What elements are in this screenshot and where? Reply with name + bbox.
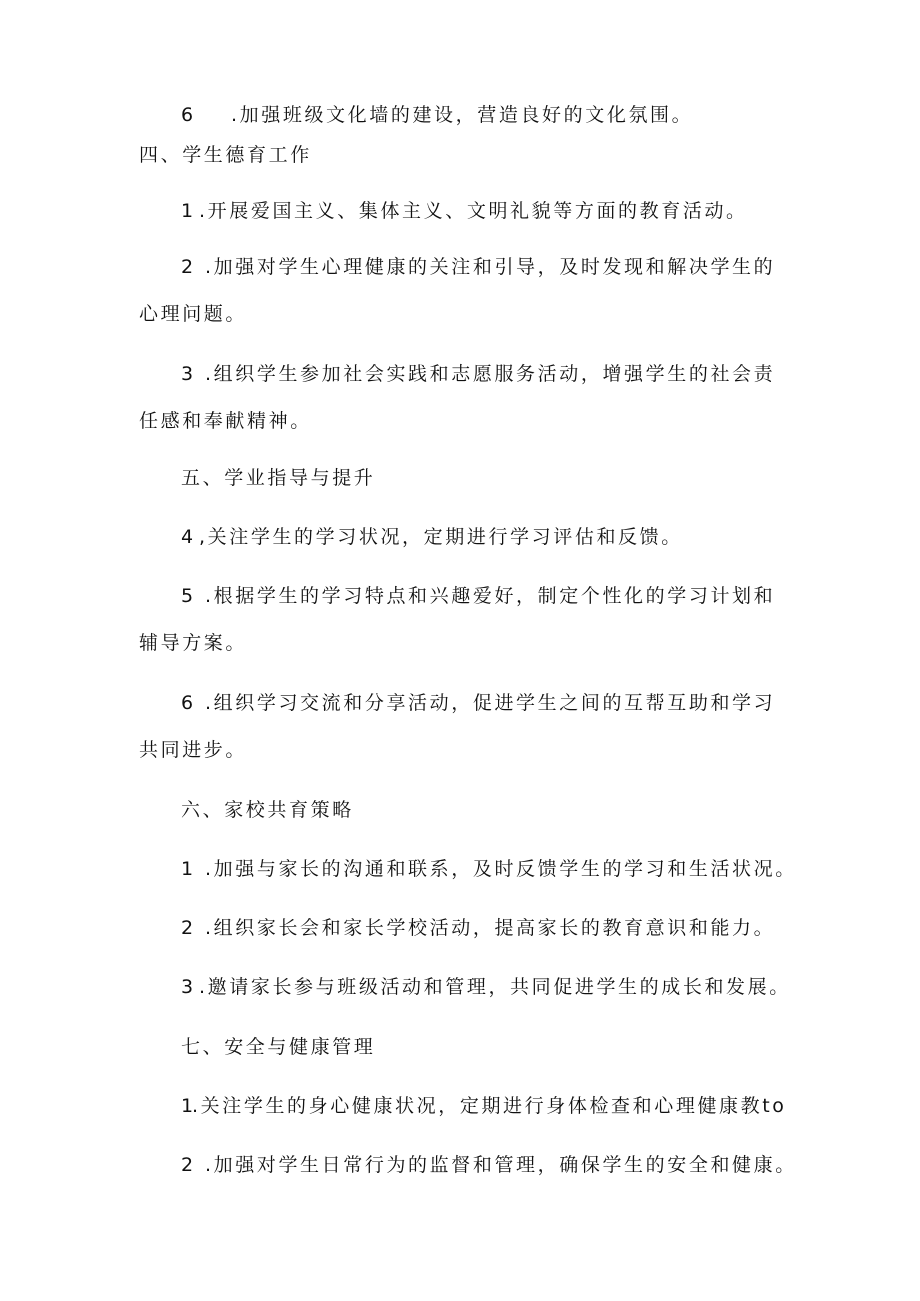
- item-number: 1: [181, 858, 194, 880]
- item-text: 共同进步。: [139, 739, 248, 761]
- item-text: .加强与家长的沟通和联系，及时反馈学生的学习和生活状况。: [205, 858, 797, 880]
- item-text: 任感和奉献精神。: [139, 410, 312, 432]
- heading-text: 四、学生德育工作: [139, 144, 312, 166]
- list-item: [181, 1153, 797, 1177]
- item-number: 3: [181, 363, 194, 385]
- list-item-continuation: [139, 302, 247, 326]
- list-item: [181, 691, 775, 715]
- section-heading: [181, 1035, 375, 1059]
- item-text: .组织学生参加社会实践和志愿服务活动，增强学生的社会责: [205, 363, 776, 385]
- item-text: .加强对学生日常行为的监督和管理，确保学生的安全和健康。: [205, 1154, 797, 1176]
- section-heading: [181, 798, 354, 822]
- item-number: 2: [181, 256, 194, 278]
- list-item-continuation: [139, 631, 247, 655]
- list-item: [181, 362, 775, 386]
- list-item-continuation: [139, 409, 312, 433]
- item-text: .关注学生的身心健康状况，定期进行身体检查和心理健康教to: [192, 1095, 787, 1117]
- list-item: [181, 103, 693, 127]
- item-number: 2: [181, 1154, 194, 1176]
- item-text: .加强对学生心理健康的关注和引导，及时发现和解决学生的: [205, 256, 776, 278]
- list-item: [181, 916, 775, 940]
- list-item: [181, 857, 797, 881]
- item-text: .根据学生的学习特点和兴趣爱好，制定个性化的学习计划和: [205, 585, 776, 607]
- item-number: 1: [181, 1095, 194, 1117]
- item-number: 5: [181, 585, 194, 607]
- item-text: .加强班级文化墙的建设，营造良好的文化氛围。: [231, 104, 694, 126]
- section-heading: [139, 143, 312, 167]
- item-number: 6: [181, 104, 194, 126]
- item-text: .邀请家长参与班级活动和管理，共同促进学生的成长和发展。: [199, 976, 791, 998]
- section-heading: [181, 466, 375, 490]
- list-item: [181, 255, 775, 279]
- list-item: [181, 1094, 787, 1118]
- list-item-continuation: [139, 738, 247, 762]
- list-item: [181, 975, 791, 999]
- item-number: 4: [181, 526, 194, 548]
- item-text: .开展爱国主义、集体主义、文明礼貌等方面的教育活动。: [199, 200, 748, 222]
- list-item: [181, 199, 748, 223]
- list-item: [181, 525, 683, 549]
- item-text: 心理问题。: [139, 303, 248, 325]
- list-item: [181, 584, 775, 608]
- item-text: .组织家长会和家长学校活动，提高家长的教育意识和能力。: [205, 917, 776, 939]
- heading-text: 五、学业指导与提升: [181, 467, 376, 489]
- item-number: 3: [181, 976, 194, 998]
- item-number: 2: [181, 917, 194, 939]
- heading-text: 六、家校共育策略: [181, 799, 354, 821]
- item-text: 辅导方案。: [139, 632, 248, 654]
- item-text: ,关注学生的学习状况，定期进行学习评估和反馈。: [199, 526, 683, 548]
- item-number: 1: [181, 200, 194, 222]
- item-text: .组织学习交流和分享活动，促进学生之间的互帮互助和学习: [205, 692, 776, 714]
- item-number: 6: [181, 692, 194, 714]
- heading-text: 七、安全与健康管理: [181, 1036, 376, 1058]
